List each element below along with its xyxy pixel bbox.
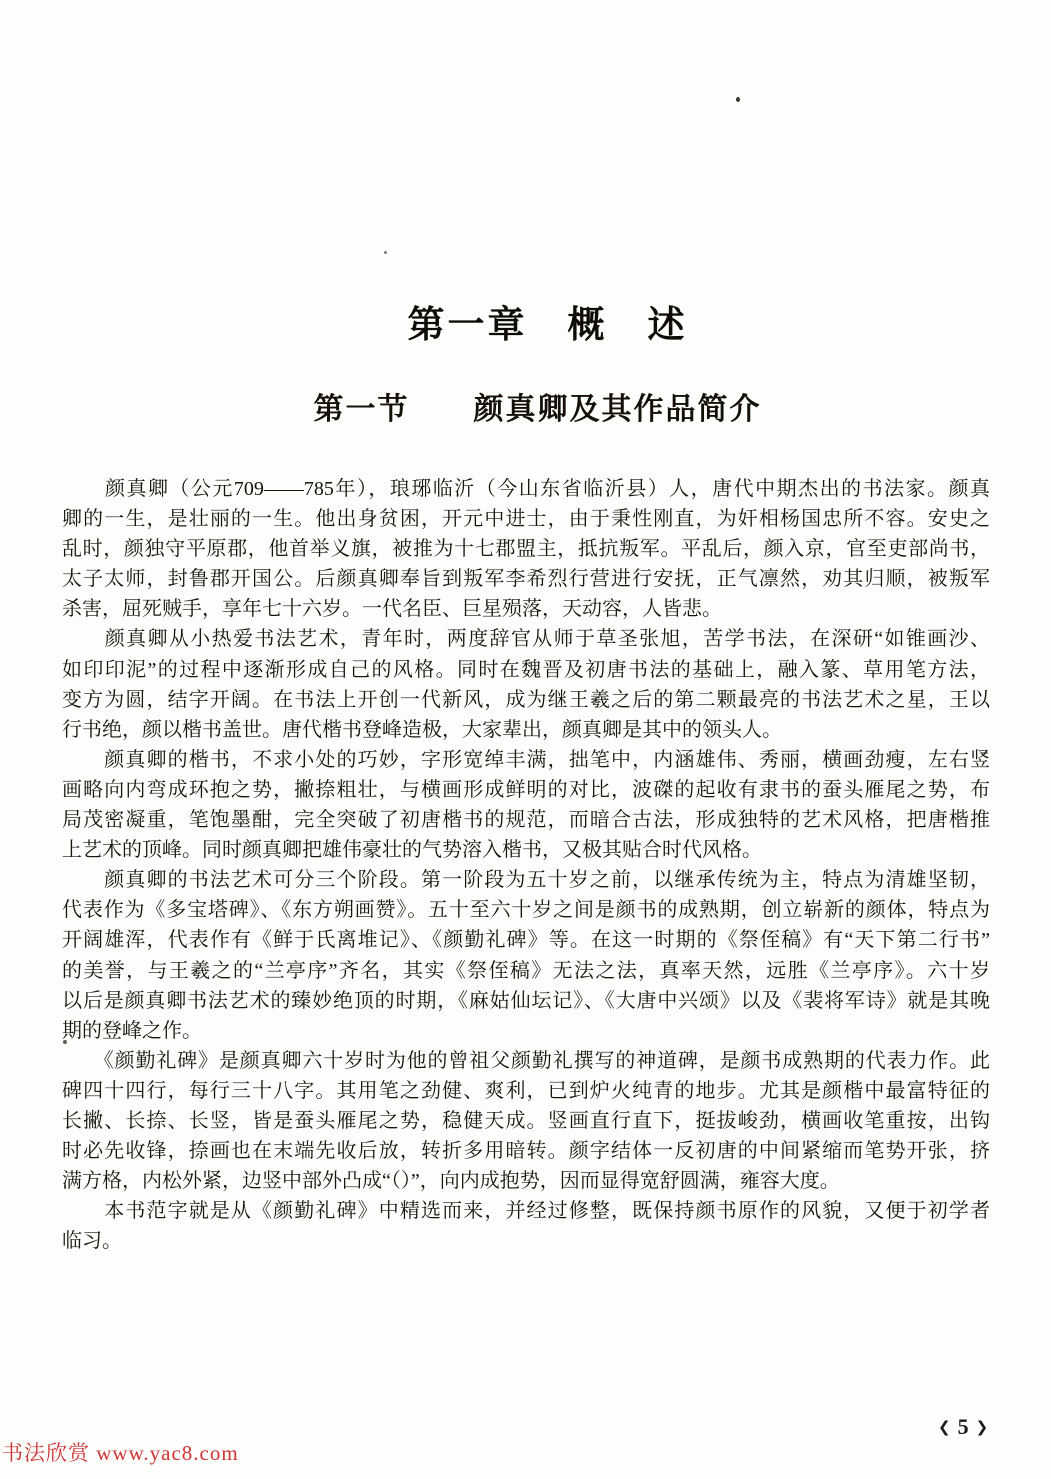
text-line: 期的登峰之作。	[62, 1019, 202, 1042]
scan-speck	[736, 97, 740, 102]
text-line: 临习。	[62, 1230, 122, 1253]
text-line: 《颜勤礼碑》是颜真卿六十岁时为他的曾祖父颜勤礼撰写的神道碑，是颜书成熟期的代表力作。此	[62, 1049, 990, 1072]
text-line: 开阔雄浑，代表作有《鲜于氏离堆记》、《颜勤礼碑》等。在这一时期的《祭侄稿》有“天下第二行书”	[62, 929, 990, 952]
text-line: 颜真卿的楷书，不求小处的巧妙，字形宽绰丰满，拙笔中，内涵雄伟、秀丽，横画劲瘦，左右竖	[62, 748, 990, 771]
text-line: 变方为圆，结字开阔。在书法上开创一代新风，成为继王羲之后的第二颗最亮的书法艺术之星，王以	[62, 688, 990, 711]
text-line: 颜真卿从小热爱书法艺术，青年时，两度辞官从师于草圣张旭，苦学书法，在深研“如锥画沙、	[62, 628, 990, 651]
paragraph	[62, 1046, 990, 1196]
text-line: 局茂密凝重，笔饱墨酣，完全突破了初唐楷书的规范，而暗合古法，形成独特的艺术风格，把唐楷推	[62, 809, 990, 832]
watermark: 书法欣赏 www.yac8.com	[2, 1441, 239, 1465]
text-line: 碑四十四行，每行三十八字。其用笔之劲健、爽利，已到炉火纯青的地步。尤其是颜楷中最富特征的	[62, 1079, 990, 1102]
paragraph	[62, 624, 990, 744]
paragraph	[62, 474, 990, 624]
text-line: 代表作为《多宝塔碑》、《东方朔画赞》。五十至六十岁之间是颜书的成熟期，创立崭新的颜体，特点为	[62, 899, 990, 922]
section-title: 第一节 颜真卿及其作品简介	[313, 393, 762, 426]
page-number	[938, 1414, 988, 1440]
chapter-title: 第一章 概 述	[407, 305, 688, 346]
page-number-ornament-left-icon: ❮	[938, 1418, 951, 1436]
text-line: 以后是颜真卿书法艺术的臻妙绝顶的时期，《麻姑仙坛记》、《大唐中兴颂》以及《裴将军诗》就是其晚	[62, 989, 990, 1012]
text-line: 行书绝，颜以楷书盖世。唐代楷书登峰造极，大家辈出，颜真卿是其中的领头人。	[62, 718, 782, 741]
paragraph	[62, 865, 990, 1046]
text-line: 杀害，屈死贼手，享年七十六岁。一代名臣、巨星殒落，天动容，人皆悲。	[62, 598, 722, 621]
paragraph	[62, 745, 990, 865]
text-line: 上艺术的顶峰。同时颜真卿把雄伟豪壮的气势溶入楷书，又极其贴合时代风格。	[62, 839, 762, 862]
text-line: 乱时，颜独守平原郡，他首举义旗，被推为十七郡盟主，抵抗叛军。平乱后，颜入京，官至吏部尚书，	[62, 538, 990, 561]
scan-speck	[384, 251, 387, 254]
text-line: 画略向内弯成环抱之势，撇捺粗壮，与横画形成鲜明的对比，波磔的起收有隶书的蚕头雁尾之势，布	[62, 778, 990, 801]
page-number-value: 5	[957, 1414, 969, 1439]
text-line: 如印印泥”的过程中逐渐形成自己的风格。同时在魏晋及初唐书法的基础上，融入篆、草用笔方法，	[62, 658, 990, 681]
text-line: 本书范字就是从《颜勤礼碑》中精选而来，并经过修整，既保持颜书原作的风貌，又便于初学者	[62, 1200, 990, 1223]
text-line: 卿的一生，是壮丽的一生。他出身贫困，开元中进士，由于秉性刚直，为奸相杨国忠所不容。安史之	[62, 508, 990, 531]
text-line: 满方格，内松外紧，边竖中部外凸成“（）”，向内成抱势，因而显得宽舒圆满，雍容大度。	[62, 1170, 840, 1193]
text-line: 颜真卿的书法艺术可分三个阶段。第一阶段为五十岁之前，以继承传统为主，特点为清雄坚韧，	[62, 869, 990, 892]
text-line: 长撇、长捺、长竖，皆是蚕头雁尾之势，稳健天成。竖画直行直下，挺拔峻劲，横画收笔重按，出钩	[62, 1109, 990, 1132]
paragraph	[62, 1196, 990, 1256]
text-line: 时必先收锋，捺画也在末端先收后放，转折多用暗转。颜字结体一反初唐的中间紧缩而笔势开张，挤	[62, 1140, 990, 1163]
body-text	[62, 474, 990, 1256]
page-number-ornament-right-icon: ❯	[975, 1418, 989, 1436]
text-line: 的美誉，与王羲之的“兰亭序”齐名，其实《祭侄稿》无法之法，真率天然，远胜《兰亭序》。六十岁	[62, 959, 990, 982]
text-line: 太子太师，封鲁郡开国公。后颜真卿奉旨到叛军李希烈行营进行安抚，正气凛然，劝其归顺，被叛军	[62, 568, 990, 591]
text-line: 颜真卿（公元709——785年），琅琊临沂（今山东省临沂县）人，唐代中期杰出的书法家。颜真	[62, 478, 990, 500]
